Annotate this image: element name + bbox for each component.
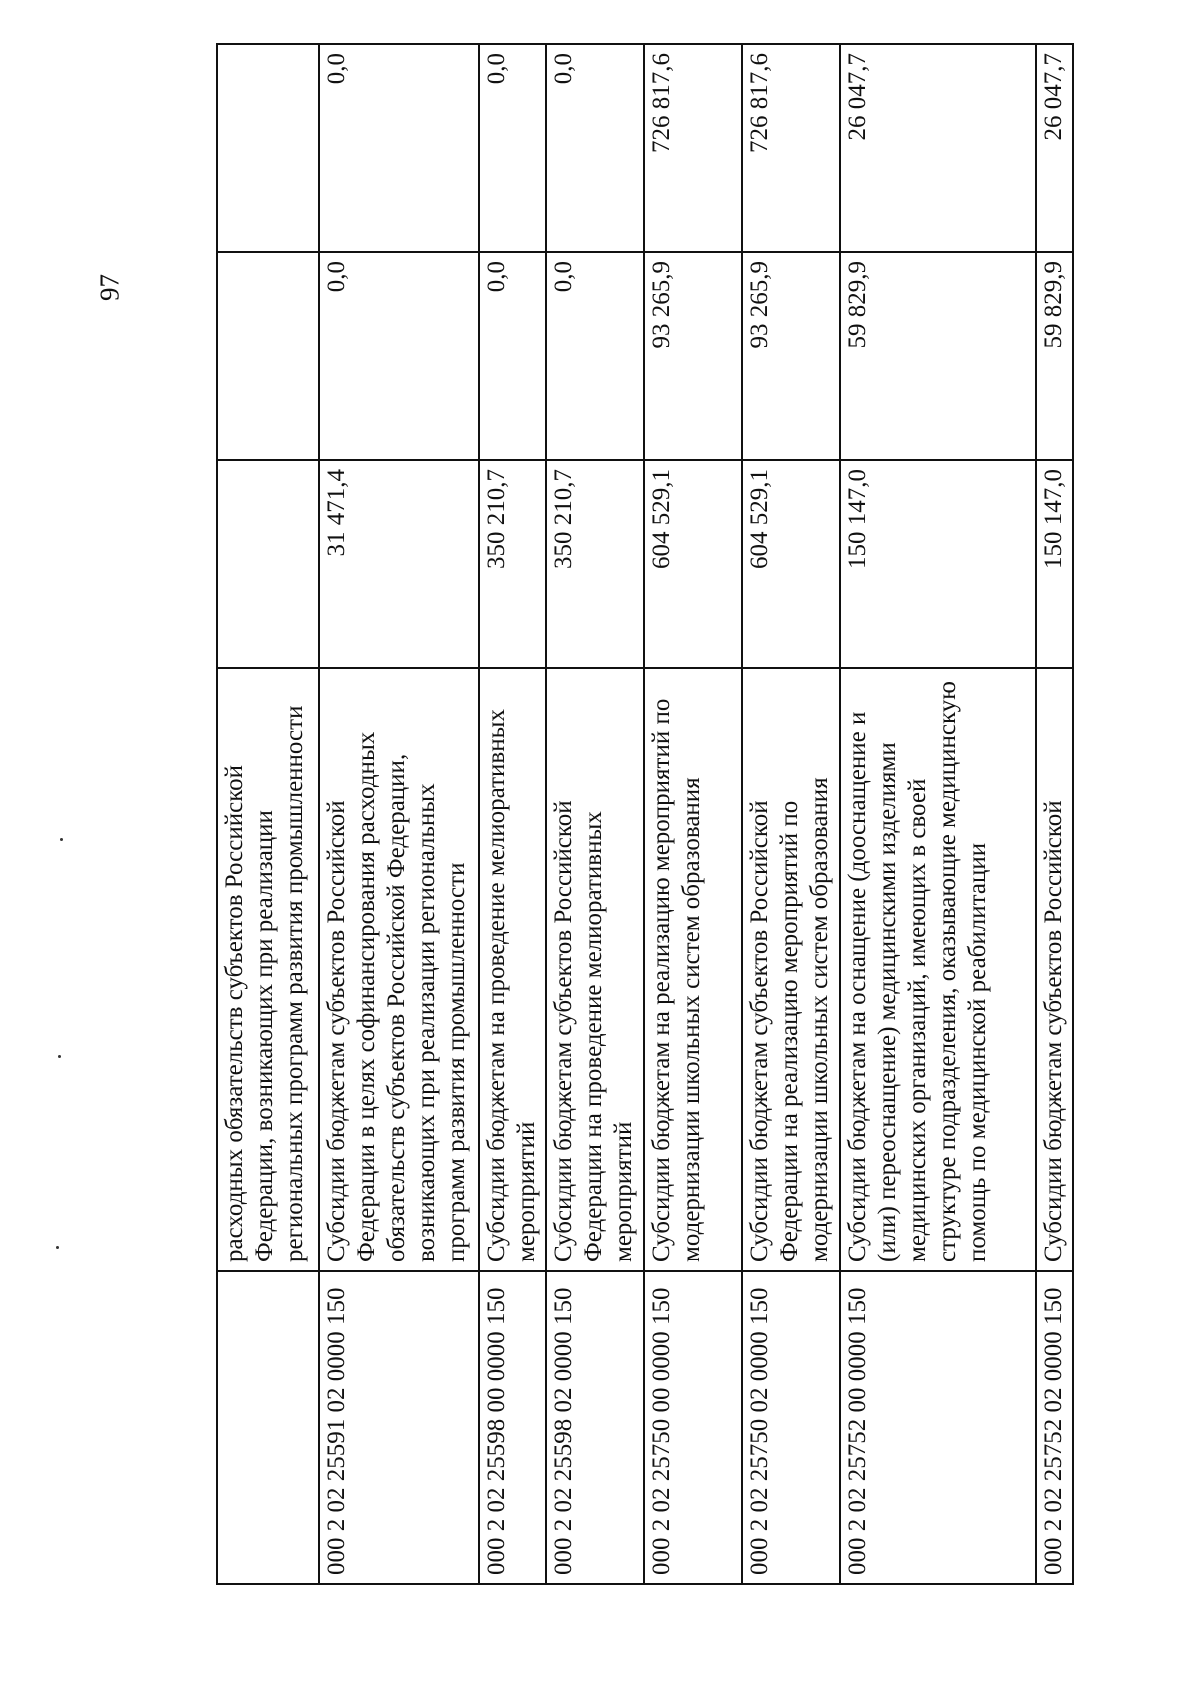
cell-value-2: 59 829,9 (840, 252, 1036, 460)
table-row (217, 44, 319, 1584)
cell-code: 000 2 02 25591 02 0000 150 (319, 1271, 479, 1584)
scan-speck (56, 1246, 59, 1249)
cell-value-1: 150 147,0 (840, 460, 1036, 668)
table-body (217, 44, 1073, 1584)
table-row (546, 44, 644, 1584)
cell-value-3: 0,0 (479, 44, 546, 252)
budget-table (216, 43, 1074, 1585)
cell-value-2: 93 265,9 (742, 252, 840, 460)
cell-value-3: 0,0 (319, 44, 479, 252)
cell-value-1: 350 210,7 (479, 460, 546, 668)
cell-value-3: 0,0 (546, 44, 644, 252)
cell-value-1: 604 529,1 (644, 460, 742, 668)
cell-value-1: 604 529,1 (742, 460, 840, 668)
cell-name: Субсидии бюджетам субъектов Российской Федерации в целях софинансирования расходных обязательств субъектов Российской Федерации, возникающих при реализации региональных программ развития промышленности (319, 668, 479, 1271)
scan-speck (58, 1055, 61, 1058)
table-row (644, 44, 742, 1584)
cell-value-2: 0,0 (546, 252, 644, 460)
cell-name: Субсидии бюджетам субъектов Российской (1036, 668, 1073, 1271)
table-row (1036, 44, 1073, 1584)
cell-name: Субсидии бюджетам на проведение мелиоративных мероприятий (479, 668, 546, 1271)
cell-value-1: 31 471,4 (319, 460, 479, 668)
cell-code: 000 2 02 25750 02 0000 150 (742, 1271, 840, 1584)
cell-value-2: 93 265,9 (644, 252, 742, 460)
cell-value-1: 350 210,7 (546, 460, 644, 668)
budget-table-rotated (216, 53, 1096, 1585)
table-row (319, 44, 479, 1584)
cell-value-3: 726 817,6 (644, 44, 742, 252)
table-row (479, 44, 546, 1584)
table-row (742, 44, 840, 1584)
cell-value-2 (217, 252, 319, 460)
table-row (840, 44, 1036, 1584)
cell-value-2: 0,0 (319, 252, 479, 460)
scan-speck (60, 838, 63, 841)
cell-name: Субсидии бюджетам на реализацию мероприятий по модернизации школьных систем образования (644, 668, 742, 1271)
cell-code: 000 2 02 25598 02 0000 150 (546, 1271, 644, 1584)
cell-value-2: 59 829,9 (1036, 252, 1073, 460)
cell-value-1 (217, 460, 319, 668)
cell-code: 000 2 02 25750 00 0000 150 (644, 1271, 742, 1584)
cell-value-3: 726 817,6 (742, 44, 840, 252)
cell-value-3 (217, 44, 319, 252)
cell-value-2: 0,0 (479, 252, 546, 460)
cell-code (217, 1271, 319, 1584)
cell-name: Субсидии бюджетам субъектов Российской Федерации на проведение мелиоративных мероприятий (546, 668, 644, 1271)
cell-code: 000 2 02 25752 00 0000 150 (840, 1271, 1036, 1584)
cell-code: 000 2 02 25752 02 0000 150 (1036, 1271, 1073, 1584)
cell-name: Субсидии бюджетам на оснащение (дооснащение и (или) переоснащение) медицинскими изделиями медицинских организаций, имеющих в своей структуре подразделения, оказывающие медицинскую помощь по медицинской реабилитации (840, 668, 1036, 1271)
cell-name: Субсидии бюджетам субъектов Российской Федерации на реализацию мероприятий по модернизации школьных систем образования (742, 668, 840, 1271)
cell-name: расходных обязательств субъектов Российской Федерации, возникающих при реализации регионaльных программ развития промышленности (217, 668, 319, 1271)
cell-code: 000 2 02 25598 00 0000 150 (479, 1271, 546, 1584)
cell-value-3: 26 047,7 (840, 44, 1036, 252)
cell-value-3: 26 047,7 (1036, 44, 1073, 252)
cell-value-1: 150 147,0 (1036, 460, 1073, 668)
page-number: 97 (94, 274, 125, 301)
